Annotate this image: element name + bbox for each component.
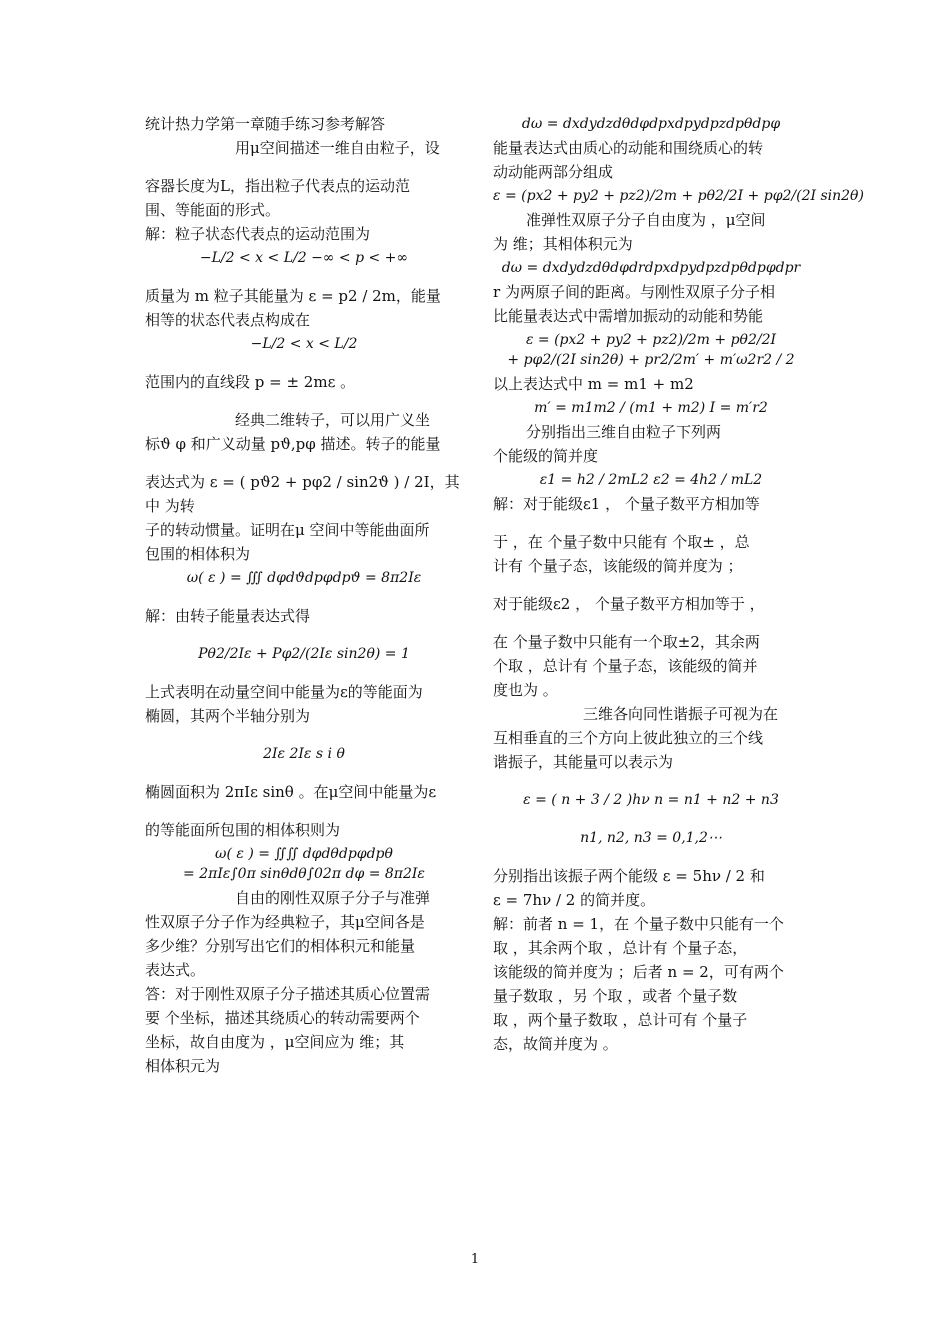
text-line: 为 维；其相体积元为 xyxy=(493,235,633,253)
text-line: 表达式为 ε = ( pϑ2 + pφ2 / sin2ϑ ) / 2I，其中 为转 xyxy=(145,473,460,515)
text-line: 准弹性双原子分子自由度为 ，μ空间 xyxy=(526,211,766,229)
spacer xyxy=(493,850,809,864)
spacer xyxy=(493,812,809,826)
text-line: 椭圆，其两个半轴分别为 xyxy=(145,707,311,725)
text-line: 取 ，两个量子数取 ，总计可有 个量子 xyxy=(493,1011,748,1029)
text-line: 表达式。 xyxy=(145,961,206,979)
equation: Pθ2/2Iε + Pφ2/(2Iε sin2θ) = 1 xyxy=(198,646,410,662)
text-line: 标ϑ φ 和广义动量 pϑ,pφ 描述。转子的能量 xyxy=(145,435,441,453)
text-line: 量子数取 ，另 个取 ，或者 个量子数 xyxy=(493,987,738,1005)
text-line: 度也为 。 xyxy=(493,681,558,699)
equation: dω = dxdydzdθdφdpxdpydpzdpθdpφ xyxy=(521,116,781,132)
text-line: 于 ，在 个量子数中只能有 个取± ，总 xyxy=(493,533,750,551)
equation: n1, n2, n3 = 0,1,2⋯ xyxy=(580,830,722,846)
question-line: 三维各向同性谐振子可视为在 xyxy=(583,705,779,723)
text-line: 比能量表达式中需增加振动的动能和势能 xyxy=(493,307,764,325)
text-line: 以上表达式中 m = m1 + m2 xyxy=(493,375,694,393)
text-line: 椭圆面积为 2πIε sinθ 。在μ空间中能量为ε xyxy=(145,783,437,801)
spacer xyxy=(145,590,463,604)
text-line: 要 个坐标，描述其绕质心的转动需要两个 xyxy=(145,1009,420,1027)
text-line: 在 个量子数中只能有一个取±2，其余两 xyxy=(493,633,760,651)
spacer xyxy=(145,766,463,780)
text-line: 分别指出该振子两个能级 ε = 5hν / 2 和 xyxy=(493,867,765,885)
spacer xyxy=(145,356,463,370)
spacer xyxy=(493,616,809,630)
right-column xyxy=(493,112,864,1056)
text-line: 计有 个量子态，该能级的简并度为 ； xyxy=(493,557,743,575)
text-line: 答：对于刚性双原子分子描述其质心位置需 xyxy=(145,985,431,1003)
document-title: 统计热力学第一章随手练习参考解答 xyxy=(145,115,386,133)
equation: ω( ε ) = ∭ dφdϑdpφdpϑ = 8π2Iε xyxy=(186,570,422,586)
question-line: 经典二维转子，可以用广义坐 xyxy=(235,411,431,429)
spacer xyxy=(145,160,463,174)
text-line: 能量表达式由质心的动能和围绕质心的转 xyxy=(493,139,764,157)
text-line: 相体积元为 xyxy=(145,1057,221,1075)
spacer xyxy=(145,728,463,742)
equation: −L/2 < x < L/2 −∞ < p < +∞ xyxy=(199,250,409,266)
text-line: 解：对于能级ε1 ， 个量子数平方相加等 xyxy=(493,495,760,513)
equation: = 2πIε∫0π sinθdθ∫02π dφ = 8π2Iε xyxy=(183,866,425,882)
spacer xyxy=(145,270,463,284)
text-line: 谐振子，其能量可以表示为 xyxy=(493,753,674,771)
left-column xyxy=(145,112,463,1078)
equation: dω = dxdydzdθdφdrdpxdpydpzdpθdpφdpr xyxy=(501,260,801,276)
spacer xyxy=(145,628,463,642)
equation: ε = (px2 + py2 + pz2)/2m + pθ2/2I xyxy=(525,332,777,348)
text-line: 取 ，其余两个取 ，总计有 个量子态， xyxy=(493,939,748,957)
equation: ε = (px2 + py2 + pz2)/2m + pθ2/2I + pφ2/(2I sin2θ) xyxy=(493,188,864,204)
equation: 2Iε 2Iε s i θ xyxy=(263,746,345,762)
text-line: 性双原子分子作为经典粒子，其μ空间各是 xyxy=(145,913,425,931)
equation: ε1 = h2 / 2mL2 ε2 = 4h2 / mL2 xyxy=(539,472,763,488)
question-line: 自由的刚性双原子分子与准弹 xyxy=(235,889,431,907)
spacer xyxy=(145,456,463,470)
text-line: 解：粒子状态代表点的运动范围为 xyxy=(145,225,371,243)
text-line: 质量为 m 粒子其能量为 ε = p2 / 2m，能量 xyxy=(145,287,441,305)
text-line: 互相垂直的三个方向上彼此独立的三个线 xyxy=(493,729,764,747)
equation: −L/2 < x < L/2 xyxy=(250,336,358,352)
equation: ω( ε ) = ∬∬ dφdθdpφdpθ xyxy=(215,846,393,862)
text-line: 包围的相体积为 xyxy=(145,545,251,563)
text-line: r 为两原子间的距离。与刚性双原子分子相 xyxy=(493,283,775,301)
equation: + pφ2/(2I sin2θ) + pr2/2m′ + m′ω2r2 / 2 xyxy=(507,352,795,368)
text-line: 子的转动惯量。证明在μ 空间中等能曲面所 xyxy=(145,521,430,539)
equation: ε = ( n + 3 / 2 )hν n = n1 + n2 + n3 xyxy=(523,792,779,808)
text-line: 个取 ，总计有 个量子态，该能级的简并 xyxy=(493,657,758,675)
text-line: ε = 7hν / 2 的简并度。 xyxy=(493,891,656,909)
text-line: 解：前者 n = 1，在 个量子数中只能有一个 xyxy=(493,915,784,933)
text-line: 相等的状态代表点构成在 xyxy=(145,311,311,329)
question-line: 用μ空间描述一维自由粒子，设 xyxy=(235,139,440,157)
spacer xyxy=(493,516,809,530)
text-line: 态，故简并度为 。 xyxy=(493,1035,618,1053)
text-line: 的等能面所包围的相体积则为 xyxy=(145,821,341,839)
equation: m′ = m1m2 / (m1 + m2) I = m′r2 xyxy=(534,400,768,416)
spacer xyxy=(493,774,809,788)
page-number: 1 xyxy=(470,1252,480,1267)
text-line: 个能级的简并度 xyxy=(493,447,599,465)
spacer xyxy=(145,394,463,408)
text-line: 范围内的直线段 p = ± 2mε 。 xyxy=(145,373,356,391)
text-line: 分别指出三维自由粒子下列两 xyxy=(526,423,722,441)
text-line: 多少维？分别写出它们的相体积元和能量 xyxy=(145,937,416,955)
text-line: 该能级的简并度为 ；后者 n = 2，可有两个 xyxy=(493,963,784,981)
text-line: 容器长度为L，指出粒子代表点的运动范 xyxy=(145,177,410,195)
text-line: 坐标，故自由度为 ，μ空间应为 维；其 xyxy=(145,1033,405,1051)
text-line: 上式表明在动量空间中能量为ε的等能面为 xyxy=(145,683,423,701)
spacer xyxy=(145,666,463,680)
text-line: 对于能级ε2 ， 个量子数平方相加等于 ， xyxy=(493,595,765,613)
spacer xyxy=(493,578,809,592)
text-line: 动动能两部分组成 xyxy=(493,163,614,181)
text-line: 围、等能面的形式。 xyxy=(145,201,281,219)
text-line: 解：由转子能量表达式得 xyxy=(145,607,311,625)
spacer xyxy=(145,804,463,818)
